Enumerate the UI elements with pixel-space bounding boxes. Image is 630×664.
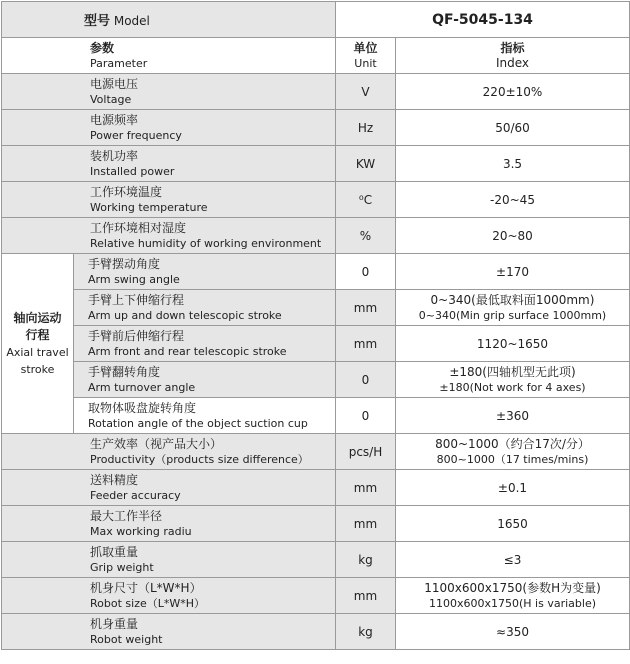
- index-cell: 220±10%: [396, 74, 630, 110]
- index-sub: ±180(Not work for 4 axes): [439, 380, 586, 394]
- param-en: Working temperature: [90, 200, 208, 214]
- index-cell: [396, 542, 630, 578]
- param-cell: [74, 398, 336, 434]
- param-cn: 电源频率: [90, 112, 139, 127]
- param-cn: 取物体吸盘旋转角度: [88, 400, 197, 415]
- group-label-en-1: Axial travel: [6, 345, 69, 359]
- index-main: ±170: [496, 264, 529, 279]
- param-en: Arm turnover angle: [88, 380, 196, 394]
- param-cn: 工作环境相对湿度: [90, 220, 187, 235]
- unit-cell: %: [336, 218, 396, 254]
- index-cell: [396, 290, 630, 326]
- param-en: Max working radiu: [90, 524, 192, 538]
- param-cn: 抓取重量: [90, 544, 139, 559]
- index-sub: 1100x600x1750(H is variable): [428, 596, 596, 610]
- param-header-cn: 参数: [90, 40, 115, 55]
- group-label-cell: [2, 254, 74, 434]
- unit-cell: 0: [336, 398, 396, 434]
- param-cn: 最大工作半径: [90, 508, 163, 523]
- index-main: 1100x600x1750(参数H为变量): [424, 580, 601, 595]
- param-en: Arm swing angle: [88, 272, 180, 286]
- param-cell: [2, 542, 336, 578]
- unit-cell: mm: [336, 326, 396, 362]
- table-row: [2, 146, 630, 182]
- index-cell: 20~80: [396, 218, 630, 254]
- unit-cell: Hz: [336, 110, 396, 146]
- index-main: 1120~1650: [476, 336, 549, 351]
- param-cell: [74, 290, 336, 326]
- index-cell: 50/60: [396, 110, 630, 146]
- unit-cell: mm: [336, 506, 396, 542]
- index-cell: [396, 254, 630, 290]
- param-en: Grip weight: [90, 560, 154, 574]
- table-row: [2, 290, 630, 326]
- param-en: Relative humidity of working environment: [90, 236, 322, 250]
- column-header-row: [2, 38, 630, 74]
- table-row: [2, 326, 630, 362]
- index-header: [396, 38, 630, 74]
- param-en: Robot size（L*W*H）: [90, 596, 206, 610]
- param-cell: [74, 254, 336, 290]
- table-row: [2, 74, 630, 110]
- table-row: [2, 578, 630, 614]
- model-code: QF-5045-134: [336, 2, 630, 38]
- param-en: Power frequency: [90, 128, 182, 142]
- index-main: 0~340(最低取料面1000mm): [430, 292, 595, 307]
- header-row: [2, 2, 630, 38]
- group-label-en-2: stroke: [20, 362, 55, 376]
- table-row: [2, 506, 630, 542]
- param-cell: [2, 578, 336, 614]
- index-cell: [396, 362, 630, 398]
- unit-cell: KW: [336, 146, 396, 182]
- table-row: [2, 110, 630, 146]
- unit-cell: 0: [336, 362, 396, 398]
- index-main: ±0.1: [497, 480, 528, 495]
- index-main: ±180(四轴机型无此项): [449, 364, 576, 379]
- model-label-cn: 型号: [84, 14, 111, 29]
- unit-cell: mm: [336, 578, 396, 614]
- param-en: Robot weight: [90, 632, 163, 646]
- unit-cell: kg: [336, 542, 396, 578]
- index-cell: -20~45: [396, 182, 630, 218]
- model-label-en: Model: [113, 14, 150, 28]
- index-main: 800~1000（约合17次/分）: [435, 436, 590, 451]
- unit-cell: pcs/H: [336, 434, 396, 470]
- param-cn: 手臂摆动角度: [88, 256, 161, 271]
- index-cell: [396, 434, 630, 470]
- param-cn: 生产效率（视产品大小）: [90, 436, 223, 451]
- index-cell: [396, 614, 630, 650]
- param-en: Voltage: [90, 92, 132, 106]
- param-cn: 机身重量: [90, 616, 139, 631]
- table-row: [2, 614, 630, 650]
- unit-cell: kg: [336, 614, 396, 650]
- param-header-en: Parameter: [90, 56, 148, 70]
- unit-header-en: Unit: [354, 56, 377, 70]
- table-row: [2, 218, 630, 254]
- index-header-en: Index: [495, 55, 530, 70]
- param-cell: [2, 146, 336, 182]
- unit-cell: mm: [336, 470, 396, 506]
- table-row: [2, 398, 630, 434]
- param-cn: 手臂翻转角度: [88, 364, 161, 379]
- index-sub: 0~340(Min grip surface 1000mm): [418, 308, 607, 322]
- param-cell: [74, 326, 336, 362]
- unit-cell: V: [336, 74, 396, 110]
- table-row: [2, 182, 630, 218]
- unit-cell: ⁰C: [336, 182, 396, 218]
- param-header: [2, 38, 336, 74]
- table-row: [2, 542, 630, 578]
- param-cn: 手臂上下伸缩行程: [88, 292, 185, 307]
- table-row: [2, 362, 630, 398]
- spec-sheet: [1, 1, 629, 650]
- param-en: Feeder accuracy: [90, 488, 181, 502]
- param-cell: [74, 362, 336, 398]
- param-cn: 机身尺寸（L*W*H）: [90, 580, 202, 595]
- unit-cell: mm: [336, 290, 396, 326]
- table-row: [2, 254, 630, 290]
- unit-cell: 0: [336, 254, 396, 290]
- param-en: Rotation angle of the object suction cup: [88, 416, 308, 430]
- param-cell: [2, 470, 336, 506]
- index-cell: [396, 326, 630, 362]
- param-cell: [2, 74, 336, 110]
- index-main: 1650: [497, 516, 528, 531]
- table-row: [2, 470, 630, 506]
- param-cell: [2, 614, 336, 650]
- param-cell: [2, 182, 336, 218]
- group-label-cn-1: 轴向运动: [13, 310, 62, 325]
- index-cell: 3.5: [396, 146, 630, 182]
- param-en: Arm front and rear telescopic stroke: [88, 344, 287, 358]
- unit-header: [336, 38, 396, 74]
- spec-table: [1, 1, 630, 650]
- index-sub: 800~1000（17 times/mins): [436, 452, 589, 466]
- param-cell: [2, 434, 336, 470]
- param-cn: 送料精度: [90, 472, 139, 487]
- index-main: ≤3: [503, 552, 522, 567]
- param-cn: 电源电压: [90, 76, 139, 91]
- param-en: Productivity（products size difference）: [90, 452, 309, 466]
- group-label-cn-2: 行程: [25, 327, 50, 342]
- index-cell: [396, 470, 630, 506]
- param-cell: [2, 218, 336, 254]
- unit-header-cn: 单位: [353, 40, 378, 55]
- index-header-cn: 指标: [500, 40, 525, 55]
- param-cn: 手臂前后伸缩行程: [88, 328, 185, 343]
- index-main: ≈350: [496, 624, 529, 639]
- param-cell: [2, 506, 336, 542]
- index-cell: [396, 506, 630, 542]
- index-main: ±360: [496, 408, 529, 423]
- index-cell: [396, 398, 630, 434]
- param-cn: 装机功率: [90, 148, 139, 163]
- index-cell: [396, 578, 630, 614]
- param-en: Arm up and down telescopic stroke: [88, 308, 282, 322]
- model-label-cell: [2, 2, 336, 38]
- param-en: Installed power: [90, 164, 175, 178]
- param-cn: 工作环境温度: [90, 184, 163, 199]
- table-row: [2, 434, 630, 470]
- param-cell: [2, 110, 336, 146]
